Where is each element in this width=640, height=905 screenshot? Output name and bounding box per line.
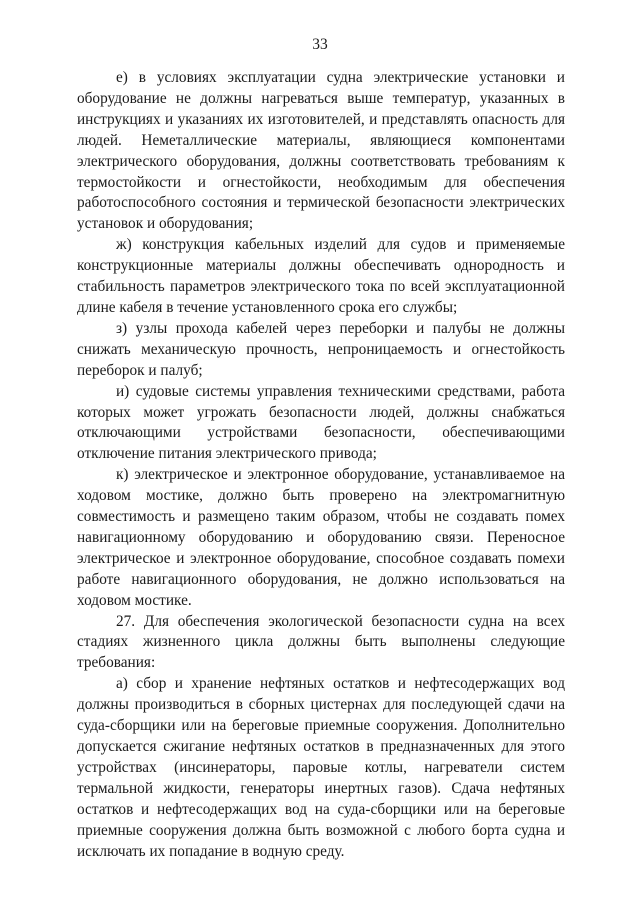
paragraph-i: и) судовые системы управления техническими средствами, работа которых может угрожать безопасности людей, должны снабжаться отключающими устройствами безопасности, обеспечивающими отключение питания электрического привода; <box>77 382 565 463</box>
document-body <box>77 68 565 862</box>
paragraph-k: к) электрическое и электронное оборудование, устанавливаемое на ходовом мостике, должно быть проверено на электромагнитную совместимость и размещено таким образом, чтобы не создавать помех навигационному оборудованию и оборудованию связи. Переносное электрическое и электронное оборудование, способное создавать помехи работе навигационного оборудования, не должно использоваться на ходовом мостике. <box>77 466 565 609</box>
paragraph-zh: ж) конструкция кабельных изделий для судов и применяемые конструкционные материалы должны обеспечивать однородность и стабильность параметров электрического тока по всей эксплуатационной длине кабеля в течение установленного срока его службы; <box>77 236 565 316</box>
paragraph-e: е) в условиях эксплуатации судна электрические установки и оборудование не должны нагреваться выше температур, указанных в инструкциях и указаниях их изготовителей, и представлять опасность для людей. Неметаллические материалы, являющиеся компонентами электрического оборудования, должны соответствовать требованиям к термостойкости и огнестойкости, необходимым для обеспечения работоспособного состояния и термической безопасности электрических установок и оборудования; <box>77 69 565 233</box>
paragraph-z: з) узлы прохода кабелей через переборки и палубы не должны снижать механическую прочность, непроницаемость и огнестойкость переборок и палуб; <box>77 319 565 379</box>
page-number: 33 <box>312 36 328 53</box>
paragraph-a: а) сбор и хранение нефтяных остатков и нефтесодержащих вод должны производиться в сборных цистернах для последующей сдачи на суда-сборщики или на береговые приемные сооружения. Дополнительно допускается сжигание нефтяных остатков в предназначенных для этого устройствах (инсинераторы, паровые котлы, нагреватели систем термальной жидкости, генераторы инертных газов). Сдача нефтяных остатков и нефтесодержащих вод на суда-сборщики или на береговые приемные сооружения должна быть возможной с любого борта судна и исключать их попадание в водную среду. <box>77 675 565 860</box>
paragraph-27: 27. Для обеспечения экологической безопасности судна на всех стадиях жизненного цикла должны быть выполнены следующие требования: <box>77 612 565 672</box>
